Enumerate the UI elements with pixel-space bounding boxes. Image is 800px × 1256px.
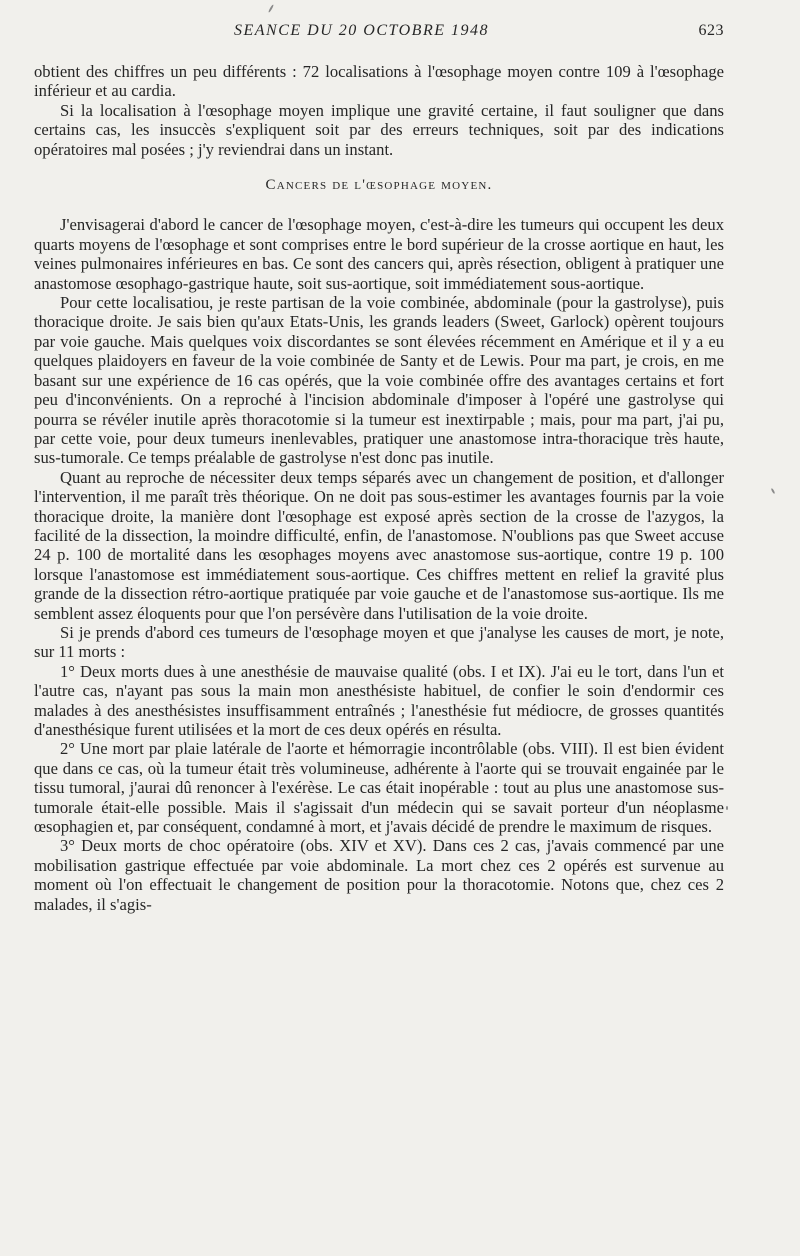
paragraph: Quant au reproche de nécessiter deux temps séparés avec un changement de position, et d'allonger l'intervention, il me paraît très théorique. On ne doit pas sous-estimer les avantages fournis par la voie thoracique droite, la manière dont l'œsophage est exposé après section de la crosse de l'azygos, la facilité de la dissection, la moindre difficulté, enfin, de l'anastomose. N'oublions pas que Sweet accuse 24 p. 100 de mortalité dans les œsophages moyens avec anastomose sus-aortique, contre 19 p. 100 lorsque l'anastomose est immédiatement sous-aortique. Ces chiffres mettent en relief la gravité plus grande de la dissection rétro-aortique pratiquée par voie gauche et de l'anastomose sus-aortique. Ils me semblent assez éloquents pour que l'on persévère dans l'utilisation de la voie droite.: [34, 467, 724, 623]
list-item: 3° Deux morts de choc opératoire (obs. XIV et XV). Dans ces 2 cas, j'avais commencé par une mobilisation gastrique effectuée par voie abdominale. La mort chez ces 2 opérés est survenue au moment où l'on effectuait le changement de position pour la thoracotomie. Notons que, chez ces 2 malades, il s'agis-: [34, 836, 724, 914]
scan-speck: [771, 488, 776, 494]
section-heading: Cancers de l'œsophage moyen.: [265, 177, 493, 194]
paragraph: Si je prends d'abord ces tumeurs de l'œsophage moyen et que j'analyse les causes de mort, je note, sur 11 morts :: [34, 622, 724, 662]
scan-speck: [726, 806, 728, 810]
list-item: 2° Une mort par plaie latérale de l'aorte et hémorragie incontrôlable (obs. VIII). Il est bien évident que dans ce cas, où la tumeur était très volumineuse, adhérente à l'aorte qui se trouvait engainée par le tissu tumoral, j'aurai dû renoncer à l'exérèse. Le cas était inopérable : tout au plus une anastomose sus-tumorale était-elle possible. Mais il s'agissait d'un médecin qui se savait porteur d'un néoplasme œsophagien et, par conséquent, condamné à mort, et j'avais décidé de prendre le maximum de risques.: [34, 739, 724, 837]
page-number: 623: [698, 22, 724, 39]
running-header: [34, 22, 724, 44]
page-body: [34, 62, 724, 914]
paragraph: Si la localisation à l'œsophage moyen implique une gravité certaine, il faut souligner que dans certains cas, les insuccès s'expliquent soit par des erreurs techniques, soit par des indications opératoires mal posées ; j'y reviendrai dans un instant.: [34, 100, 724, 159]
scan-speck: [268, 4, 274, 13]
paragraph: J'envisagerai d'abord le cancer de l'œsophage moyen, c'est-à-dire les tumeurs qui occupent les deux quarts moyens de l'œsophage et sont comprises entre le bord supérieur de la crosse aortique en haut, les veines pulmonaires inférieures en bas. Ce sont des cancers qui, après résection, obligent à pratiquer une anastomose œsophago-gastrique haute, soit sus-aortique, soit immédiatement sous-aortique.: [34, 215, 724, 293]
paragraph: Pour cette localisatiou, je reste partisan de la voie combinée, abdominale (pour la gastrolyse), puis thoracique droite. Je sais bien qu'aux Etats-Unis, les grands leaders (Sweet, Garlock) opèrent toujours par voie gauche. Mais quelques voix discordantes se sont élevées récemment en Amérique et il y a eu quelques plaidoyers en faveur de la voie combinée de Santy et de Lewis. Pour ma part, je crois, en me basant sur une expérience de 16 cas opérés, que la voie combinée offre des avantages certains et fort peu d'inconvénients. On a reproché à l'incision abdominale d'imposer à l'opéré une gastrolyse qui pourra se révéler inutile après thoracotomie si la tumeur est inextirpable ; mais, pour ma part, j'ai pu, par cette voie, pour deux tumeurs inenlevables, pratiquer une anastomose intra-thoracique très haute, sus-tumorale. Ce temps préalable de gastrolyse n'est donc pas inutile.: [34, 293, 724, 468]
paragraph: obtient des chiffres un peu différents : 72 localisations à l'œsophage moyen contre 109 à l'œsophage inférieur et au cardia.: [34, 62, 724, 101]
list-item: 1° Deux morts dues à une anesthésie de mauvaise qualité (obs. I et IX). J'ai eu le tort, dans l'un et l'autre cas, n'ayant pas sous la main mon anesthésiste habituel, de confier le soin d'endormir ces malades à des anesthésistes insuffisamment entraînés ; l'anesthésie fut médiocre, de grosses quantités d'anesthésique furent utilisées et la mort de ces deux opérés en résulta.: [34, 661, 724, 739]
header-title: SEANCE DU 20 OCTOBRE 1948: [234, 22, 489, 39]
